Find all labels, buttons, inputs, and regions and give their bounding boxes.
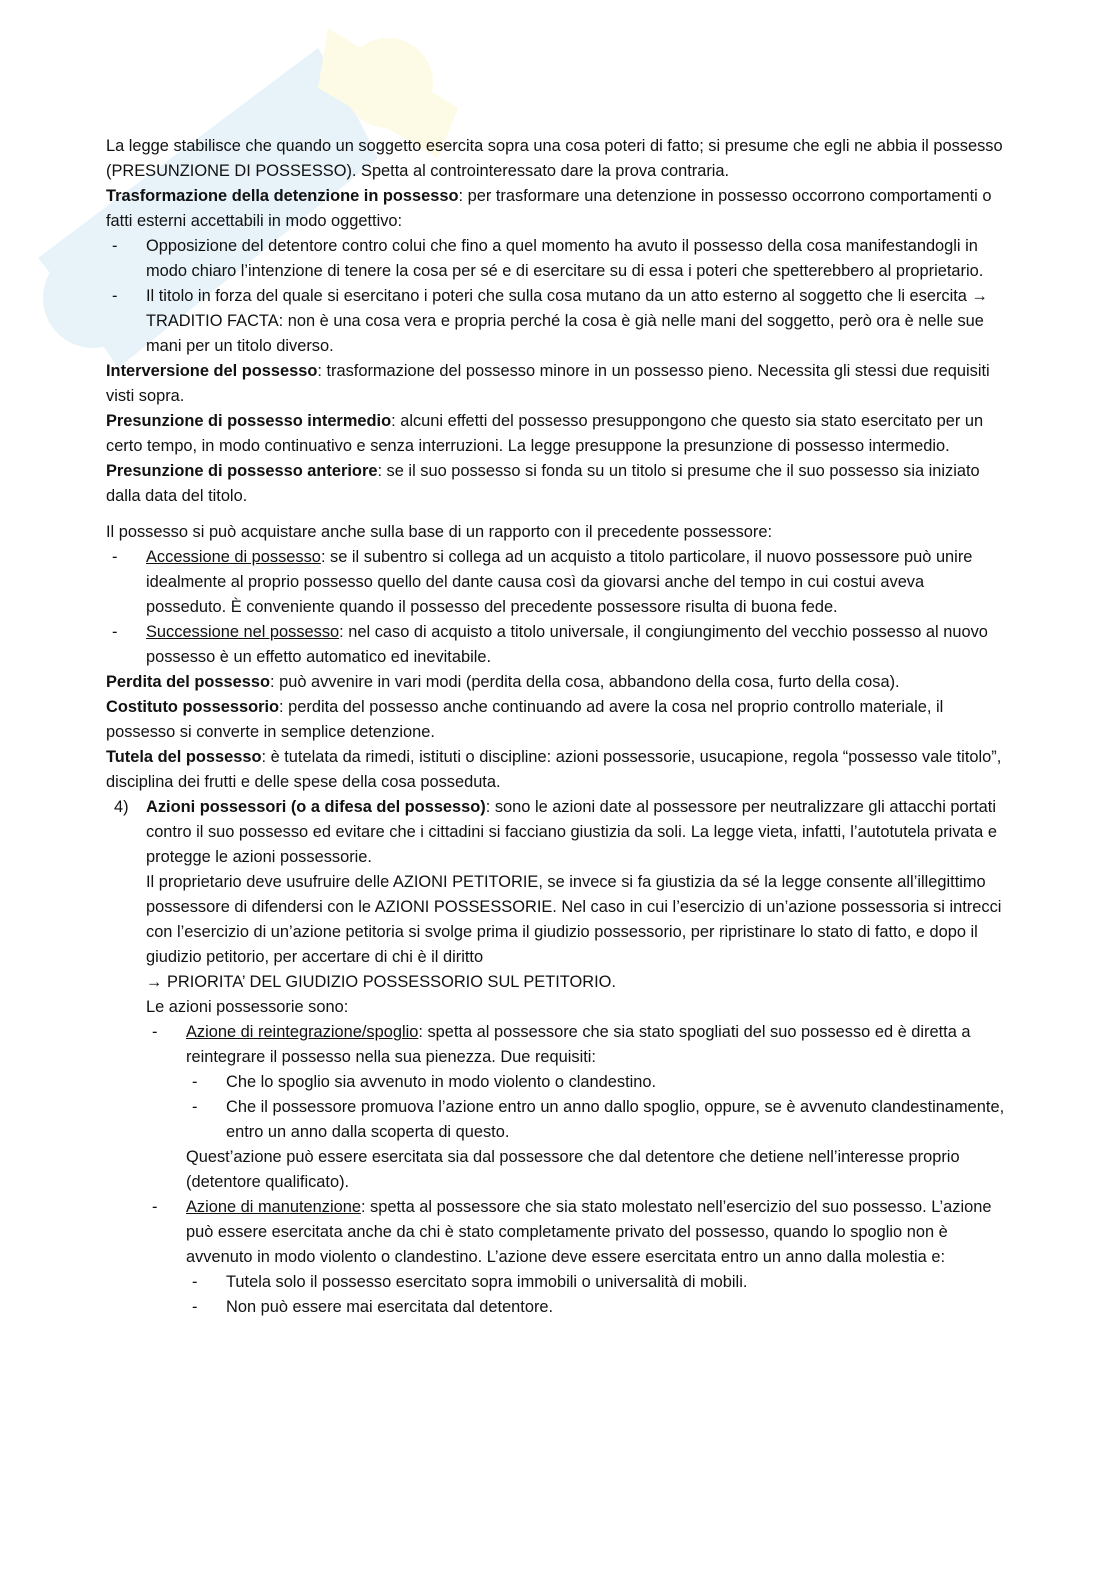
intro-paragraph: La legge stabilisce che quando un soggetto esercita sopra una cosa poteri di fatto; si presume che egli ne abbia il possesso (PRESUNZIONE DI POSSESSO). Spetta al controinteressato dare la prova contraria. bbox=[106, 137, 1003, 180]
term-underlined: Accessione di possesso bbox=[146, 548, 321, 566]
list-item: - Non può essere mai esercitata dal detentore. bbox=[192, 1298, 554, 1316]
numbered-item: 4) Azioni possessori (o a difesa del possesso): sono le azioni date al possessore per neutralizzare gli attacchi portati contro il suo possesso ed evitare che i cittadini si facciano giustizia da soli. La legge vieta, infatti, l’autotutela privata e protegge le azioni possessorie. bbox=[106, 795, 1006, 870]
term-heading: Azioni possessori (o a difesa del possesso) bbox=[146, 798, 486, 816]
acquisto-intro: Il possesso si può acquistare anche sulla base di un rapporto con il precedente possessore: bbox=[106, 523, 773, 541]
term-heading: Perdita del possesso bbox=[106, 673, 270, 691]
list-item: - Azione di reintegrazione/spoglio: spetta al possessore che sia stato spogliati del suo possesso ed è diretta a reintegrare il possesso nella sua pienezza. Due requisiti: bbox=[152, 1023, 971, 1066]
term-heading: Interversione del possesso bbox=[106, 362, 318, 380]
term-underlined: Azione di reintegrazione/spoglio bbox=[186, 1023, 419, 1041]
section-anteriore: Presunzione di possesso anteriore: se il suo possesso si fonda su un titolo si presume che il suo possesso sia iniziato dalla data del titolo. bbox=[106, 462, 980, 505]
document-page bbox=[106, 134, 1006, 1320]
term-underlined: Azione di manutenzione bbox=[186, 1198, 361, 1216]
list-item: - Che lo spoglio sia avvenuto in modo violento o clandestino. bbox=[192, 1073, 657, 1091]
term-underlined: Successione nel possesso bbox=[146, 623, 340, 641]
list-item: - Accessione di possesso: se il subentro si collega ad un acquisto a titolo particolare, il nuovo possessore può unire idealmente al proprio possesso quello del dante causa così da giovarsi anche del tempo in cui costui aveva posseduto. È conveniente quando il possesso del precedente possessore risulta di buona fede. bbox=[112, 548, 973, 616]
list-item: - Il titolo in forza del quale si esercitano i poteri che sulla cosa mutano da un atto esterno al soggetto che li esercita → TRADITIO FACTA: non è una cosa vera e propria perché la cosa è già nelle mani del soggetto, però ora è nelle sue mani per un titolo diverso. bbox=[112, 287, 988, 355]
item-number: 4) bbox=[114, 798, 129, 816]
term-heading: Tutela del possesso bbox=[106, 748, 262, 766]
term-heading: Presunzione di possesso intermedio bbox=[106, 412, 392, 430]
section-costituto: Costituto possessorio: perdita del possesso anche continuando ad avere la cosa nel proprio controllo materiale, il possesso si converte in semplice detenzione. bbox=[106, 698, 944, 741]
arrow-icon: → bbox=[971, 287, 988, 305]
section-intermedio: Presunzione di possesso intermedio: alcuni effetti del possesso presuppongono che questo sia stato esercitato per un certo tempo, in modo continuativo e senza interruzioni. La legge presuppone la presunzione di possesso intermedio. bbox=[106, 412, 984, 455]
azioni-paragraph: Il proprietario deve usufruire delle AZIONI PETITORIE, se invece si fa giustizia da sé la legge consente all’illegittimo possessore di difendersi con le AZIONI POSSESSORIE. Nel caso in cui l’esercizio di un’azione possessoria si intrecci con l’esercizio di un’azione petitoria si svolge prima il giudizio possessorio, per ripristinare lo stato di fatto, e dopo il giudizio petitorio, per accertare di chi è il diritto → PRIORITA’ DEL GIUDIZIO POSSESSORIO SUL PETITORIO. bbox=[146, 873, 1002, 991]
section-trasformazione: Trasformazione della detenzione in possesso: per trasformare una detenzione in possesso occorrono comportamenti o fatti esterni accettabili in modo oggettivo: bbox=[106, 187, 992, 230]
list-item: - Che il possessore promuova l’azione entro un anno dallo spoglio, oppure, se è avvenuto clandestinamente, entro un anno dalla scoperta di questo. bbox=[192, 1098, 1005, 1141]
section-tutela: Tutela del possesso: è tutelata da rimedi, istituti o discipline: azioni possessorie, usucapione, regola “possesso vale titolo”, disciplina dei frutti e delle spese della cosa posseduta. bbox=[106, 748, 1002, 791]
reint-note: Quest’azione può essere esercitata sia dal possessore che dal detentore che detiene nell’interesse proprio (detentore qualificato). bbox=[186, 1148, 960, 1191]
term-heading: Trasformazione della detenzione in possesso bbox=[106, 187, 459, 205]
list-item: - Tutela solo il possesso esercitato sopra immobili o universalità di mobili. bbox=[192, 1273, 748, 1291]
term-heading: Costituto possessorio bbox=[106, 698, 280, 716]
section-interversione: Interversione del possesso: trasformazione del possesso minore in un possesso pieno. Necessita gli stessi due requisiti visti sopra. bbox=[106, 362, 990, 405]
arrow-icon: → bbox=[146, 973, 163, 991]
azioni-intro: Le azioni possessorie sono: bbox=[146, 998, 349, 1016]
list-item: - Successione nel possesso: nel caso di acquisto a titolo universale, il congiungimento del vecchio possesso al nuovo possesso è un effetto automatico ed inevitabile. bbox=[112, 623, 988, 666]
list-item: - Opposizione del detentore contro colui che fino a quel momento ha avuto il possesso della cosa manifestandogli in modo chiaro l’intenzione di tenere la cosa per sé e di esercitare su di essa i poteri che spetterebbero al proprietario. bbox=[112, 237, 984, 280]
term-heading: Presunzione di possesso anteriore bbox=[106, 462, 378, 480]
section-perdita: Perdita del possesso: può avvenire in vari modi (perdita della cosa, abbandono della cosa, furto della cosa). bbox=[106, 673, 900, 691]
list-item: - Azione di manutenzione: spetta al possessore che sia stato molestato nell’esercizio del suo possesso. L’azione può essere esercitata anche da chi è stato completamente privato del possesso, quando lo spoglio non è avvenuto in modo violento o clandestino. L’azione deve essere esercitata entro un anno dalla molestia e: bbox=[152, 1198, 992, 1266]
